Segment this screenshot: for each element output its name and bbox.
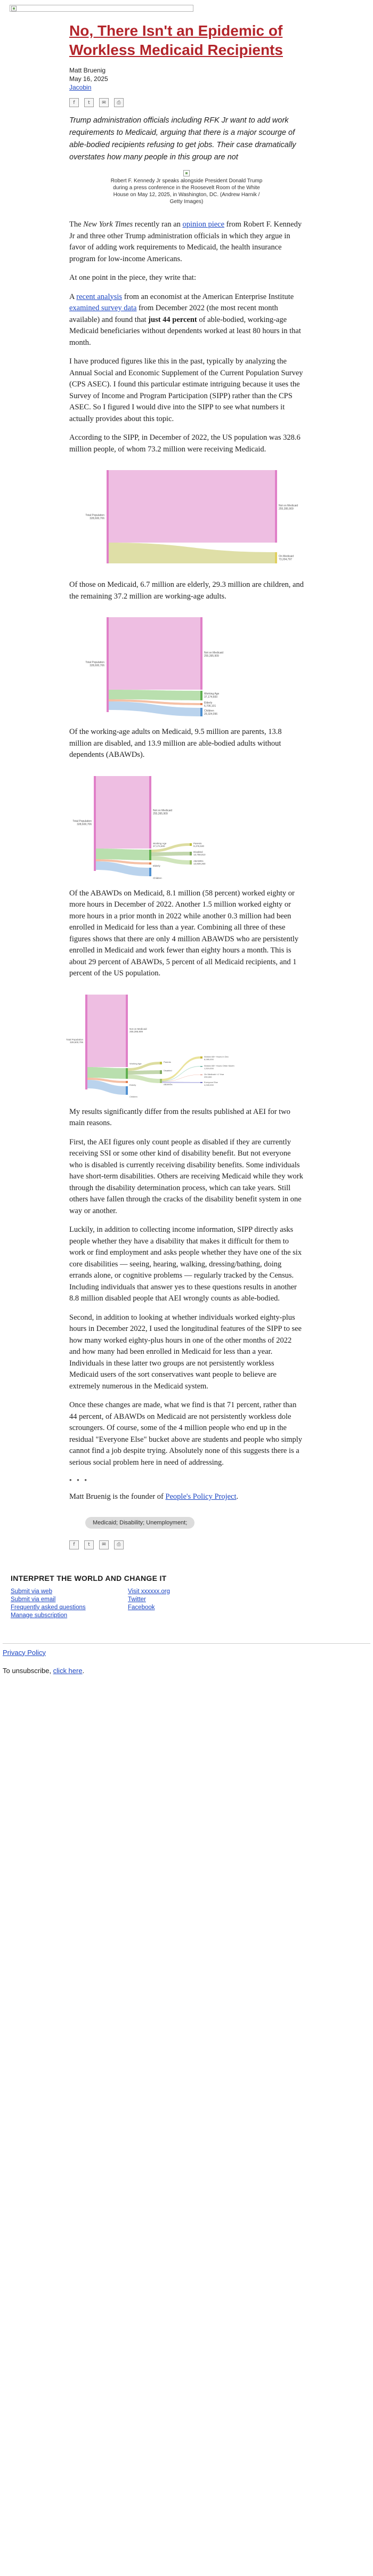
article-meta (69, 66, 304, 92)
paragraph: A recent analysis from an economist at the American Enterprise Institute examined survey data from December 2022 (the most recent month available) and found that just 44 percent of able-bodied, working-age Medicaid beneficiaries without dependents worked at least 80 hours in that month. (69, 292, 301, 347)
paragraph: Once these changes are made, what we find is that 71 percent, rather than 44 percent, of ABAWDs on Medicaid are not persistently workless dole scroungers. Of course, some of the 4 million people who end up in the residual "Everyone Else" bucket above are students and people who simply cannot find a job despite trying. Absolutely none of this suggests there is a serious social problem here in need of addressing. (69, 1401, 303, 1467)
submit-email-link[interactable]: Submit via email (11, 1596, 56, 1603)
twitter-icon[interactable]: t (84, 1540, 94, 1549)
sankey-node-label: ABAWDs (164, 1083, 173, 1086)
paragraph: My results significantly differ from the results published at AEI for two main reasons. (69, 1107, 290, 1127)
sankey-node (200, 703, 202, 705)
sankey-node (200, 1082, 202, 1083)
twitter-link[interactable]: Twitter (128, 1596, 146, 1603)
footer-col-2 (128, 1588, 245, 1620)
unsubscribe-link[interactable]: click here (53, 1666, 83, 1675)
sankey-link (162, 1056, 200, 1081)
sankey-node-label: Total Population 328,600,706 (72, 819, 92, 826)
sankey-link (96, 776, 149, 849)
sankey-node-label: Total Population 328,600,706 (85, 514, 104, 520)
paragraph: Of the working-age adults on Medicaid, 9.5 million are parents, 13.8 million are disabled, and 13.9 million are able-bodied adults without dependents (ABAWDs). (69, 728, 282, 759)
sankey-node (160, 1062, 162, 1064)
visit-site-link[interactable]: Visit xxxxxx.org (128, 1588, 171, 1595)
paragraph: Second, in addition to looking at whether individuals worked eighty-plus hours in December 2022, I used the longitudinal features of the SIPP to see how many worked eighty-plus hours in one of the other months of 2022 and how many had been enrolled in Medicaid for less than a year. Individuals in these latter two groups are not persistently workless Medicaid users of the sort conservatives want people to believe are extremely numerous in the Medicaid system. (69, 1313, 302, 1391)
recent-analysis-link[interactable]: recent analysis (76, 292, 123, 301)
sankey-node-label: Not on Medicaid 255,395,909 (204, 651, 224, 658)
sankey-link (128, 1075, 160, 1083)
hero-image (69, 170, 304, 205)
sankey-node (107, 617, 109, 712)
top-bar (0, 0, 373, 16)
paragraph: First, the AEI figures only count people as disabled if they are currently receiving SSI or some other kind of disability benefit. But not everyone who is disabled is currently receiving disability benefits. Some individuals have short-term disabilities. Others are receiving Medicaid while they work through the disability determination process, which can take years. Still others have fallen through the cracks of the disability benefit system in one way or another. (69, 1137, 303, 1215)
sankey-link (151, 852, 190, 856)
sankey-node-label: Children (153, 876, 162, 879)
sankey-node-label: Children 29,324,096 (204, 709, 218, 716)
paragraph: The New York Times recently ran an opinion piece from Robert F. Kennedy Jr and three other Trump administration officials in which they argue in favor of adding work requirements to Medicaid, the health insurance program for low-income Americans. (69, 220, 302, 263)
sankey-node (275, 552, 277, 563)
sankey-node (126, 1068, 128, 1079)
email-icon[interactable]: ✉ (99, 1540, 109, 1549)
sankey-node (190, 852, 192, 855)
image-caption: Robert F. Kennedy Jr speaks alongside President Donald Trump during a press conference in the Roosevelt Room of the White House on May 12, 2025, in Washington, DC. (Andrew Harnik / Getty Images) (110, 178, 263, 205)
sankey-node (149, 850, 151, 860)
sankey-node-label: Working Age 37,174,600 (153, 842, 167, 847)
sankey-node-label: ABAWDs 13,939,260 (193, 859, 206, 865)
sankey-node-label: Elderly (129, 1083, 136, 1086)
sankey-link (151, 856, 190, 865)
sankey-node-label: Not on Medicaid 255,395,909 (279, 504, 298, 511)
sankey-node (190, 843, 192, 846)
sankey-node-label: Working Age 37,174,600 (204, 692, 220, 699)
sankey-node-label: Not on Medicaid 255,395,909 (129, 1027, 147, 1033)
privacy-policy-link[interactable]: Privacy Policy (3, 1648, 46, 1657)
paragraph: I have produced figures like this in the past, typically by analyzing the Annual Social and Economic Supplement of the Current Population Survey (CPS ASEC). I found this particular estimate intriguing because it uses the Survey of Income and Program Participation (SIPP) rather than the CPS ASEC. So I figured I would dive into the SIPP to see what numbers it actually provides about this topic. (69, 357, 303, 423)
sankey-node (149, 862, 151, 865)
sankey-node (160, 1070, 162, 1074)
author: Matt Bruenig (69, 67, 106, 74)
opinion-piece-link[interactable]: opinion piece (182, 220, 225, 229)
author-bio: Matt Bruenig is the founder of People's Policy Project. (69, 1492, 239, 1501)
newsletter-footer (11, 1574, 362, 1620)
sankey-node (190, 860, 192, 865)
sankey-node-label: Not on Medicaid 255,395,909 (153, 809, 173, 815)
publication-link[interactable]: Jacobin (69, 84, 92, 91)
sankey-link (87, 995, 126, 1067)
sankey-node (126, 1081, 128, 1083)
paragraph: At one point in the piece, they write that: (69, 273, 196, 282)
sankey-node-label: Worked 80+ Hours Other Month 1,519,000 (204, 1064, 234, 1070)
publish-date: May 16, 2025 (69, 75, 108, 83)
sankey-chart-2 (69, 610, 304, 719)
sankey-node (200, 1056, 202, 1059)
sankey-link (109, 617, 200, 690)
sankey-node-label: Children (129, 1095, 137, 1098)
sankey-node-label: Total Population 328,600,706 (85, 661, 104, 667)
sankey-node-label: Everyone Else 4,045,000 (204, 1080, 218, 1086)
tags-pill[interactable]: Medicaid; Disability; Unemployment; (85, 1517, 194, 1529)
sankey-node-label: Total Population 328,600,706 (66, 1038, 83, 1044)
paragraph: Luckily, in addition to collecting income information, SIPP directly asks people whether they have a disability that makes it difficult for them to work or find employment and asks people whether they have one of the six core disabilities — seeing, hearing, walking, dressing/bathing, doing errands alone, or cognitive problems — regularly tracked by the Census. Including individuals that answer yes to these questions results in another 8.8 million disabled people that AEI wrongly counts as able-bodied. (69, 1225, 302, 1303)
sankey-node-label: Parents 9,476,530 (193, 842, 205, 847)
share-row (69, 98, 304, 107)
sankey-node-label: Elderly (153, 864, 160, 867)
share-row-bottom (69, 1540, 304, 1549)
sankey-link (128, 1070, 160, 1075)
sankey-node (126, 995, 128, 1067)
unsubscribe-line: To unsubscribe, click here. (3, 1666, 85, 1675)
peoples-policy-project-link[interactable]: People's Policy Project (165, 1492, 237, 1501)
sankey-node-label: Elderly 6,706,101 (204, 701, 216, 708)
sankey-link (109, 690, 200, 700)
sankey-node (85, 995, 87, 1089)
sankey-node (107, 470, 109, 563)
sankey-node-label: Disabled 13,758,810 (193, 850, 206, 856)
sankey-node (149, 868, 151, 876)
faq-link[interactable]: Frequently asked questions (11, 1604, 86, 1611)
broken-image-icon (183, 170, 190, 176)
sankey-chart-4 (66, 987, 304, 1099)
legal-footer (3, 1643, 370, 1676)
sankey-link (109, 470, 275, 543)
paragraph: Of the ABAWDs on Medicaid, 8.1 million (58 percent) worked eighty or more hours in December of 2022. Another 1.5 million worked eighty or more hours in a prior month in 2022 while another 0.3 million had been enrolled in Medicaid for less than a year. Combining all three of these figures shows that there are only 4 million ABAWDS who are persistently enrolled in Medicaid and work fewer than eighty hours a month. This is about 29 percent of ABAWDs, 5 percent of all Medicaid recipients, and 1 percent of the US population. (69, 889, 299, 978)
manage-subscription-link[interactable]: Manage subscription (11, 1612, 68, 1619)
sankey-node (200, 708, 202, 716)
broken-image-icon (11, 6, 17, 11)
sankey-node (200, 617, 202, 690)
facebook-icon[interactable]: f (69, 98, 79, 107)
article-subtitle: Trump administration officials including RFK Jr want to add work requirements to Medicaid, arguing that there is a major scourge of able-bodied recipients refusing to get jobs. Their case dramatically overstates how many people in this group are not (69, 116, 296, 161)
sankey-node-label: Disabled (164, 1069, 172, 1072)
sankey-link (87, 1067, 126, 1079)
paragraph: According to the SIPP, in December of 2022, the US population was 328.6 million people, of whom 73.2 million were receiving Medicaid. (69, 433, 301, 454)
sankey-node-label: Parents (164, 1060, 171, 1063)
sankey-node-label: On Medicaid 73,204,797 (279, 555, 294, 561)
sankey-link (109, 543, 275, 563)
sankey-node (200, 1066, 202, 1067)
sankey-node-label: Working Age (129, 1062, 142, 1065)
paragraph: Of those on Medicaid, 6.7 million are elderly, 29.3 million are children, and the remaining 37.2 million are working-age adults. (69, 580, 304, 601)
submit-web-link[interactable]: Submit via web (11, 1588, 52, 1595)
print-icon[interactable]: ⎙ (114, 98, 124, 107)
sankey-node (200, 691, 202, 700)
print-icon[interactable]: ⎙ (114, 1540, 124, 1549)
sankey-node (149, 776, 151, 849)
sankey-node-label: On Medicaid <1 Year 290,000 (204, 1072, 224, 1078)
sankey-node-label: Worked 80+ Hours in Dec 8,085,000 (204, 1055, 229, 1061)
facebook-icon[interactable]: f (69, 1540, 79, 1549)
header-logo-image (10, 5, 193, 12)
sankey-node (275, 470, 277, 543)
sankey-node (126, 1086, 128, 1095)
footer-col-1 (11, 1588, 128, 1620)
sankey-node (94, 776, 96, 871)
section-separator: • • • (69, 1476, 88, 1484)
sankey-link (96, 849, 149, 860)
article-card (66, 21, 304, 1549)
footer-heading: INTERPRET THE WORLD AND CHANGE IT (11, 1573, 167, 1582)
facebook-link[interactable]: Facebook (128, 1604, 155, 1611)
sankey-node (160, 1079, 162, 1083)
sankey-chart-3 (69, 769, 304, 881)
article-title[interactable]: No, There Isn't an Epidemic of Workless Medicaid Recipients (69, 22, 283, 58)
survey-data-link[interactable]: examined survey data (69, 304, 137, 312)
twitter-icon[interactable]: t (84, 98, 94, 107)
email-icon[interactable]: ✉ (99, 98, 109, 107)
sankey-chart-1 (69, 463, 304, 572)
